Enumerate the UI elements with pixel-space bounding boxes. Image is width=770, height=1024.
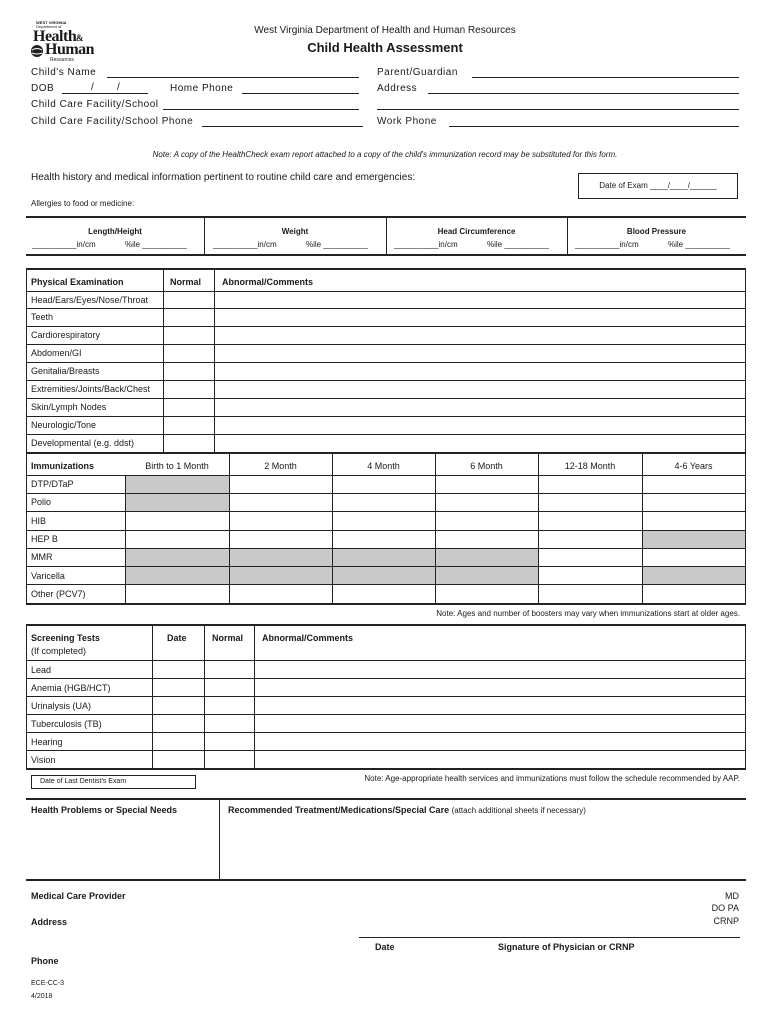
- row-rule: [26, 326, 746, 327]
- row-rule: [26, 584, 746, 585]
- row-rule: [26, 566, 746, 567]
- address-label: Address: [377, 83, 418, 94]
- weight-unit[interactable]: __________in/cm: [213, 240, 277, 249]
- do-pa-label: DO PA: [711, 903, 739, 913]
- row-rule: [26, 750, 746, 751]
- date-header: Date: [167, 633, 187, 643]
- row-rule: [26, 434, 746, 435]
- physical-bottom-rule: [26, 452, 746, 454]
- dentist-exam-box[interactable]: Date of Last Dentist's Exam: [31, 775, 196, 789]
- length-height-unit[interactable]: __________in/cm: [32, 240, 96, 249]
- dob-slash-2: /: [117, 82, 120, 93]
- col-rule: [332, 453, 333, 604]
- treatment-label: [228, 805, 586, 815]
- facility-label: Child Care Facility/School: [31, 99, 159, 110]
- form-code: ECE-CC-3: [31, 980, 65, 987]
- head-circumference-pct[interactable]: %ile __________: [487, 240, 549, 249]
- table-row: Hearing: [31, 737, 63, 747]
- logo-amp-text: &: [76, 33, 84, 43]
- weight-pct[interactable]: %ile __________: [306, 240, 368, 249]
- treatment-label-note: (attach additional sheets if necessary): [451, 806, 586, 815]
- normal-header: Normal: [170, 277, 202, 287]
- medical-provider-label: Medical Care Provider: [31, 891, 126, 901]
- immunizations-note: Note: Ages and number of boosters may vary when immunizations start at older ages.: [436, 609, 740, 618]
- screening-normal-header: Normal: [212, 633, 244, 643]
- home-phone-label: Home Phone: [170, 83, 234, 94]
- 4-6-years-header: 4-6 Years: [674, 461, 713, 471]
- dob-slash-1: /: [91, 82, 94, 93]
- row-rule: [26, 475, 746, 476]
- col-rule: [745, 269, 746, 453]
- signature-label: Signature of Physician or CRNP: [498, 942, 635, 952]
- table-row: Teeth: [31, 312, 54, 322]
- col-rule: [26, 269, 27, 453]
- immunizations-bottom-rule: [26, 603, 746, 605]
- blood-pressure-pct[interactable]: %ile __________: [668, 240, 730, 249]
- row-rule: [26, 714, 746, 715]
- col-rule: [219, 799, 220, 879]
- screening-abnormal-header: Abnormal/Comments: [262, 633, 354, 643]
- 6-month-header: 6 Month: [470, 461, 503, 471]
- row-rule: [26, 696, 746, 697]
- page-title: Child Health Assessment: [307, 40, 463, 55]
- 2-month-header: 2 Month: [264, 461, 297, 471]
- col-rule: [125, 475, 126, 603]
- birth-1-month-header: Birth to 1 Month: [145, 461, 209, 471]
- form-date: 4/2018: [31, 993, 53, 1000]
- table-row: MMR: [31, 552, 53, 562]
- problems-bottom-rule: [26, 879, 746, 881]
- address-field[interactable]: [428, 93, 739, 94]
- row-rule: [26, 511, 746, 512]
- row-rule: [26, 678, 746, 679]
- col-rule: [745, 625, 746, 769]
- row-rule: [26, 380, 746, 381]
- table-row: Polio: [31, 497, 52, 507]
- work-phone-label: Work Phone: [377, 116, 437, 127]
- provider-phone-label: Phone: [31, 956, 59, 966]
- shaded-cell: [126, 475, 229, 493]
- facility-field[interactable]: [163, 109, 359, 110]
- table-row: DTP/DTaP: [31, 479, 74, 489]
- provider-address-label: Address: [31, 917, 68, 927]
- col-rule: [152, 625, 153, 769]
- allergies-label: Allergies to food or medicine:: [31, 199, 135, 208]
- 12-18-month-header: 12-18 Month: [564, 461, 616, 471]
- facility-phone-field[interactable]: [202, 126, 363, 127]
- head-circumference-unit[interactable]: __________in/cm: [394, 240, 458, 249]
- row-rule: [26, 308, 746, 309]
- crnp-label: CRNP: [713, 916, 739, 926]
- row-rule: [26, 398, 746, 399]
- col-rule: [26, 453, 27, 604]
- col-rule: [229, 453, 230, 604]
- date-of-exam-box[interactable]: Date of Exam ____/____/______: [578, 173, 738, 199]
- head-circumference-label: Head Circumference: [437, 227, 516, 236]
- date-signature-line[interactable]: [359, 937, 449, 938]
- facility-phone-label: Child Care Facility/School Phone: [31, 116, 194, 127]
- col-rule: [254, 625, 255, 769]
- row-rule: [26, 548, 746, 549]
- col-rule: [204, 625, 205, 769]
- child-name-field[interactable]: [107, 77, 359, 78]
- row-rule: [26, 732, 746, 733]
- row-rule: [26, 416, 746, 417]
- row-rule: [26, 660, 746, 661]
- health-problems-label: Health Problems or Special Needs: [31, 805, 178, 815]
- 4-month-header: 4 Month: [367, 461, 400, 471]
- logo-human-text: Human: [45, 41, 95, 58]
- table-row: Lead: [31, 665, 52, 675]
- home-phone-field[interactable]: [242, 93, 359, 94]
- col-rule: [538, 453, 539, 604]
- dob-field[interactable]: [62, 93, 148, 94]
- table-row: Varicella: [31, 571, 65, 581]
- row-rule: [26, 530, 746, 531]
- table-row: Other (PCV7): [31, 589, 86, 599]
- parent-label: Parent/Guardian: [377, 67, 458, 78]
- row-rule: [26, 344, 746, 345]
- table-row: Vision: [31, 755, 56, 765]
- work-phone-field[interactable]: [449, 126, 739, 127]
- child-name-label: Child's Name: [31, 67, 97, 78]
- problems-top-rule: [26, 798, 746, 800]
- shaded-cell: [643, 530, 745, 548]
- table-row: Urinalysis (UA): [31, 701, 92, 711]
- screening-top-rule: [26, 624, 746, 626]
- col-rule: [642, 453, 643, 604]
- abnormal-header: Abnormal/Comments: [222, 277, 314, 287]
- table-row: Head/Ears/Eyes/Nose/Throat: [31, 295, 149, 305]
- address-field-2[interactable]: [377, 109, 739, 110]
- table-row: Tuberculosis (TB): [31, 719, 102, 729]
- logo-dept-text: Department of: [36, 24, 62, 29]
- screening-bottom-rule: [26, 768, 746, 770]
- row-rule: [26, 291, 746, 292]
- screening-subheader: (If completed): [31, 646, 87, 656]
- signature-line[interactable]: [449, 937, 740, 938]
- row-rule: [26, 493, 746, 494]
- aap-note: Note: Age-appropriate health services and immunizations must follow the schedule recommended by AAP.: [364, 774, 740, 783]
- table-row: HIB: [31, 516, 47, 526]
- table-row: HEP B: [31, 534, 58, 544]
- table-row: Genitalia/Breasts: [31, 366, 100, 376]
- shaded-cell: [126, 493, 229, 511]
- length-height-pct[interactable]: %ile __________: [125, 240, 187, 249]
- measurements-bottom-rule: [26, 254, 746, 256]
- shaded-cell: [643, 566, 745, 584]
- table-row: Developmental (e.g. ddst): [31, 438, 135, 448]
- row-rule: [26, 362, 746, 363]
- table-row: Skin/Lymph Nodes: [31, 402, 107, 412]
- table-row: Extremities/Joints/Back/Chest: [31, 384, 151, 394]
- col-rule: [745, 453, 746, 604]
- logo-top-text: WEST VIRGINIA: [36, 20, 67, 25]
- health-history-label: Health history and medical information pertinent to routine child care and emergencies:: [31, 172, 416, 183]
- physical-top-rule: [26, 268, 746, 270]
- md-label: MD: [725, 891, 739, 901]
- date-label: Date: [375, 942, 395, 952]
- healthcheck-note: Note: A copy of the HealthCheck exam report attached to a copy of the child's immunization record may be substituted for this form.: [152, 150, 618, 159]
- blood-pressure-unit[interactable]: __________in/cm: [575, 240, 639, 249]
- treatment-label-main: Recommended Treatment/Medications/Special Care: [228, 805, 450, 815]
- screening-header: Screening Tests: [31, 633, 100, 643]
- col-rule: [26, 625, 27, 769]
- parent-field[interactable]: [472, 77, 739, 78]
- col-rule: [163, 269, 164, 453]
- table-row: Anemia (HGB/HCT): [31, 683, 111, 693]
- immunizations-header: Immunizations: [31, 461, 95, 471]
- logo-health-text: Health: [33, 28, 77, 45]
- length-height-label: Length/Height: [88, 227, 142, 236]
- dob-label: DOB: [31, 83, 55, 94]
- col-rule: [435, 453, 436, 604]
- logo-resources-text: Resources: [50, 57, 74, 63]
- table-row: Neurologic/Tone: [31, 420, 97, 430]
- col-rule: [214, 269, 215, 453]
- table-row: Cardiorespiratory: [31, 330, 101, 340]
- table-row: Abdomen/GI: [31, 348, 82, 358]
- physical-header: Physical Examination: [31, 277, 124, 287]
- weight-label: Weight: [281, 227, 309, 236]
- blood-pressure-label: Blood Pressure: [626, 227, 687, 236]
- agency-name: West Virginia Department of Health and Human Resources: [254, 25, 516, 36]
